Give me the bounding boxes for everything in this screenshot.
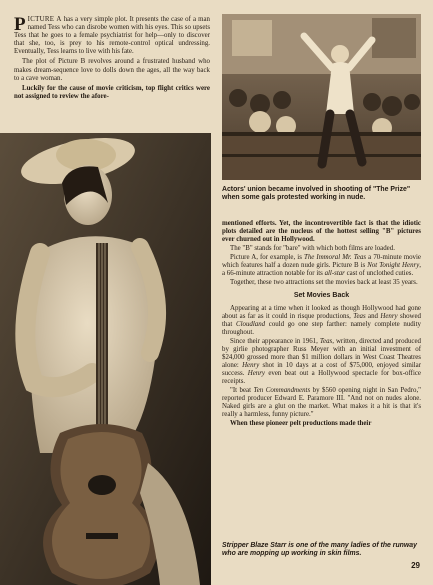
main-photo-caption: Stripper Blaze Starr is one of the many ladies of the runway who are mopping up working in skin films.: [222, 542, 417, 558]
intro-paragraph-2: The plot of Picture B revolves around a frustrated husband who makes dream-sequence love to dolls down the ages, all the way back to a cave woman.: [14, 58, 210, 82]
body-paragraph-continued: mentioned efforts. Yet, the incontrovertible fact is that the idiotic plots detailed are the nucleus of the hottest selling "B" pictures ever churned out in Hollywood.: [222, 220, 421, 243]
text-run: a 70-minute movie which features half a dozen nude girls. Picture B is: [222, 254, 421, 269]
film-title: Not Tonight Henry: [367, 262, 420, 269]
text-run: "It beat: [230, 387, 254, 394]
text-run: shot in 10 days at a cost of $75,000, enjoyed similar success.: [222, 362, 421, 377]
page-number: 29: [411, 561, 420, 570]
intro-text: has a very simple plot. It presents the case of a man named Tess who can disrobe women with his eyes. This so upsets Tess that he goes to a female psychiatrist for help—only to discover that she, too, is prey to his remote-control optical undressing. Eventually, Tess learns to live with his fate.: [14, 16, 210, 56]
body-paragraph-appearing: [222, 305, 421, 337]
body-paragraph-together: Together, these two attractions set the movies back at least 35 years.: [230, 279, 418, 286]
text-run: could go one step farther: namely complete nudity throughout.: [222, 321, 422, 336]
intro-paragraph-1: [14, 16, 210, 56]
film-title: Henry: [247, 370, 265, 377]
text-run: by $560 opening night in San Pedro," reported producer Edward E. Paramore III. "And not on nudes alone. Naked girls are a glut on the market. What makes it a hit is that it's really a harmless, funny picture.": [222, 387, 422, 418]
text-run: Picture A, for example, is: [230, 254, 304, 261]
body-column: [222, 220, 421, 429]
audience-photo: [222, 14, 421, 180]
drop-cap: P: [14, 14, 26, 35]
film-title: The Immoral Mr. Teas: [303, 254, 367, 261]
body-paragraph-quote: [222, 387, 421, 419]
text-run: and: [365, 313, 381, 320]
film-title: Cloudland: [236, 321, 266, 328]
text-run: even beat out a Hollywood spectacle for box-office receipts.: [222, 370, 421, 385]
text-run: cast of unclothed cuties.: [344, 270, 414, 277]
film-title: Teas: [319, 338, 333, 345]
text-run: Since their appearance in 1961,: [230, 338, 320, 345]
film-title: Ten Commandments: [253, 387, 311, 394]
film-title: Teas: [353, 313, 366, 320]
text-run: Appearing at a time when it looked as though Hollywood had gone about as far as it could in risque productions,: [222, 305, 421, 320]
body-paragraph-last: When these pioneer pelt productions made their: [230, 420, 372, 427]
text-run: , a 66-minute attraction notable for its: [222, 262, 421, 277]
intro-column: [14, 16, 210, 103]
guitar-woman-photo: [0, 133, 211, 585]
top-photo-caption: Actors' union became involved in shooting of "The Prize" when some gals protested working in nude.: [222, 186, 411, 202]
emphasis: all-star: [324, 270, 345, 277]
film-title: Henry: [380, 313, 398, 320]
intro-paragraph-3: Luckily for the cause of movie criticism, top flight critics were not assigned to review the afore-: [14, 84, 210, 100]
intro-lead: ICTURE A: [27, 16, 62, 23]
body-paragraph-b-stands: The "B" stands for "bare" with which both films are loaded.: [230, 245, 395, 252]
body-paragraph-picture-a: [222, 254, 421, 278]
film-title: Henry: [242, 362, 260, 369]
text-run: , written, directed and produced by girlie photographer Russ Meyer with an initial investment of $24,000 grossed more than $1 million dollars in West Coast Theatres alone:: [222, 338, 421, 369]
section-subhead: Set Movies Back: [293, 292, 350, 299]
text-run: showed that: [222, 313, 421, 328]
body-paragraph-since: [222, 338, 421, 386]
